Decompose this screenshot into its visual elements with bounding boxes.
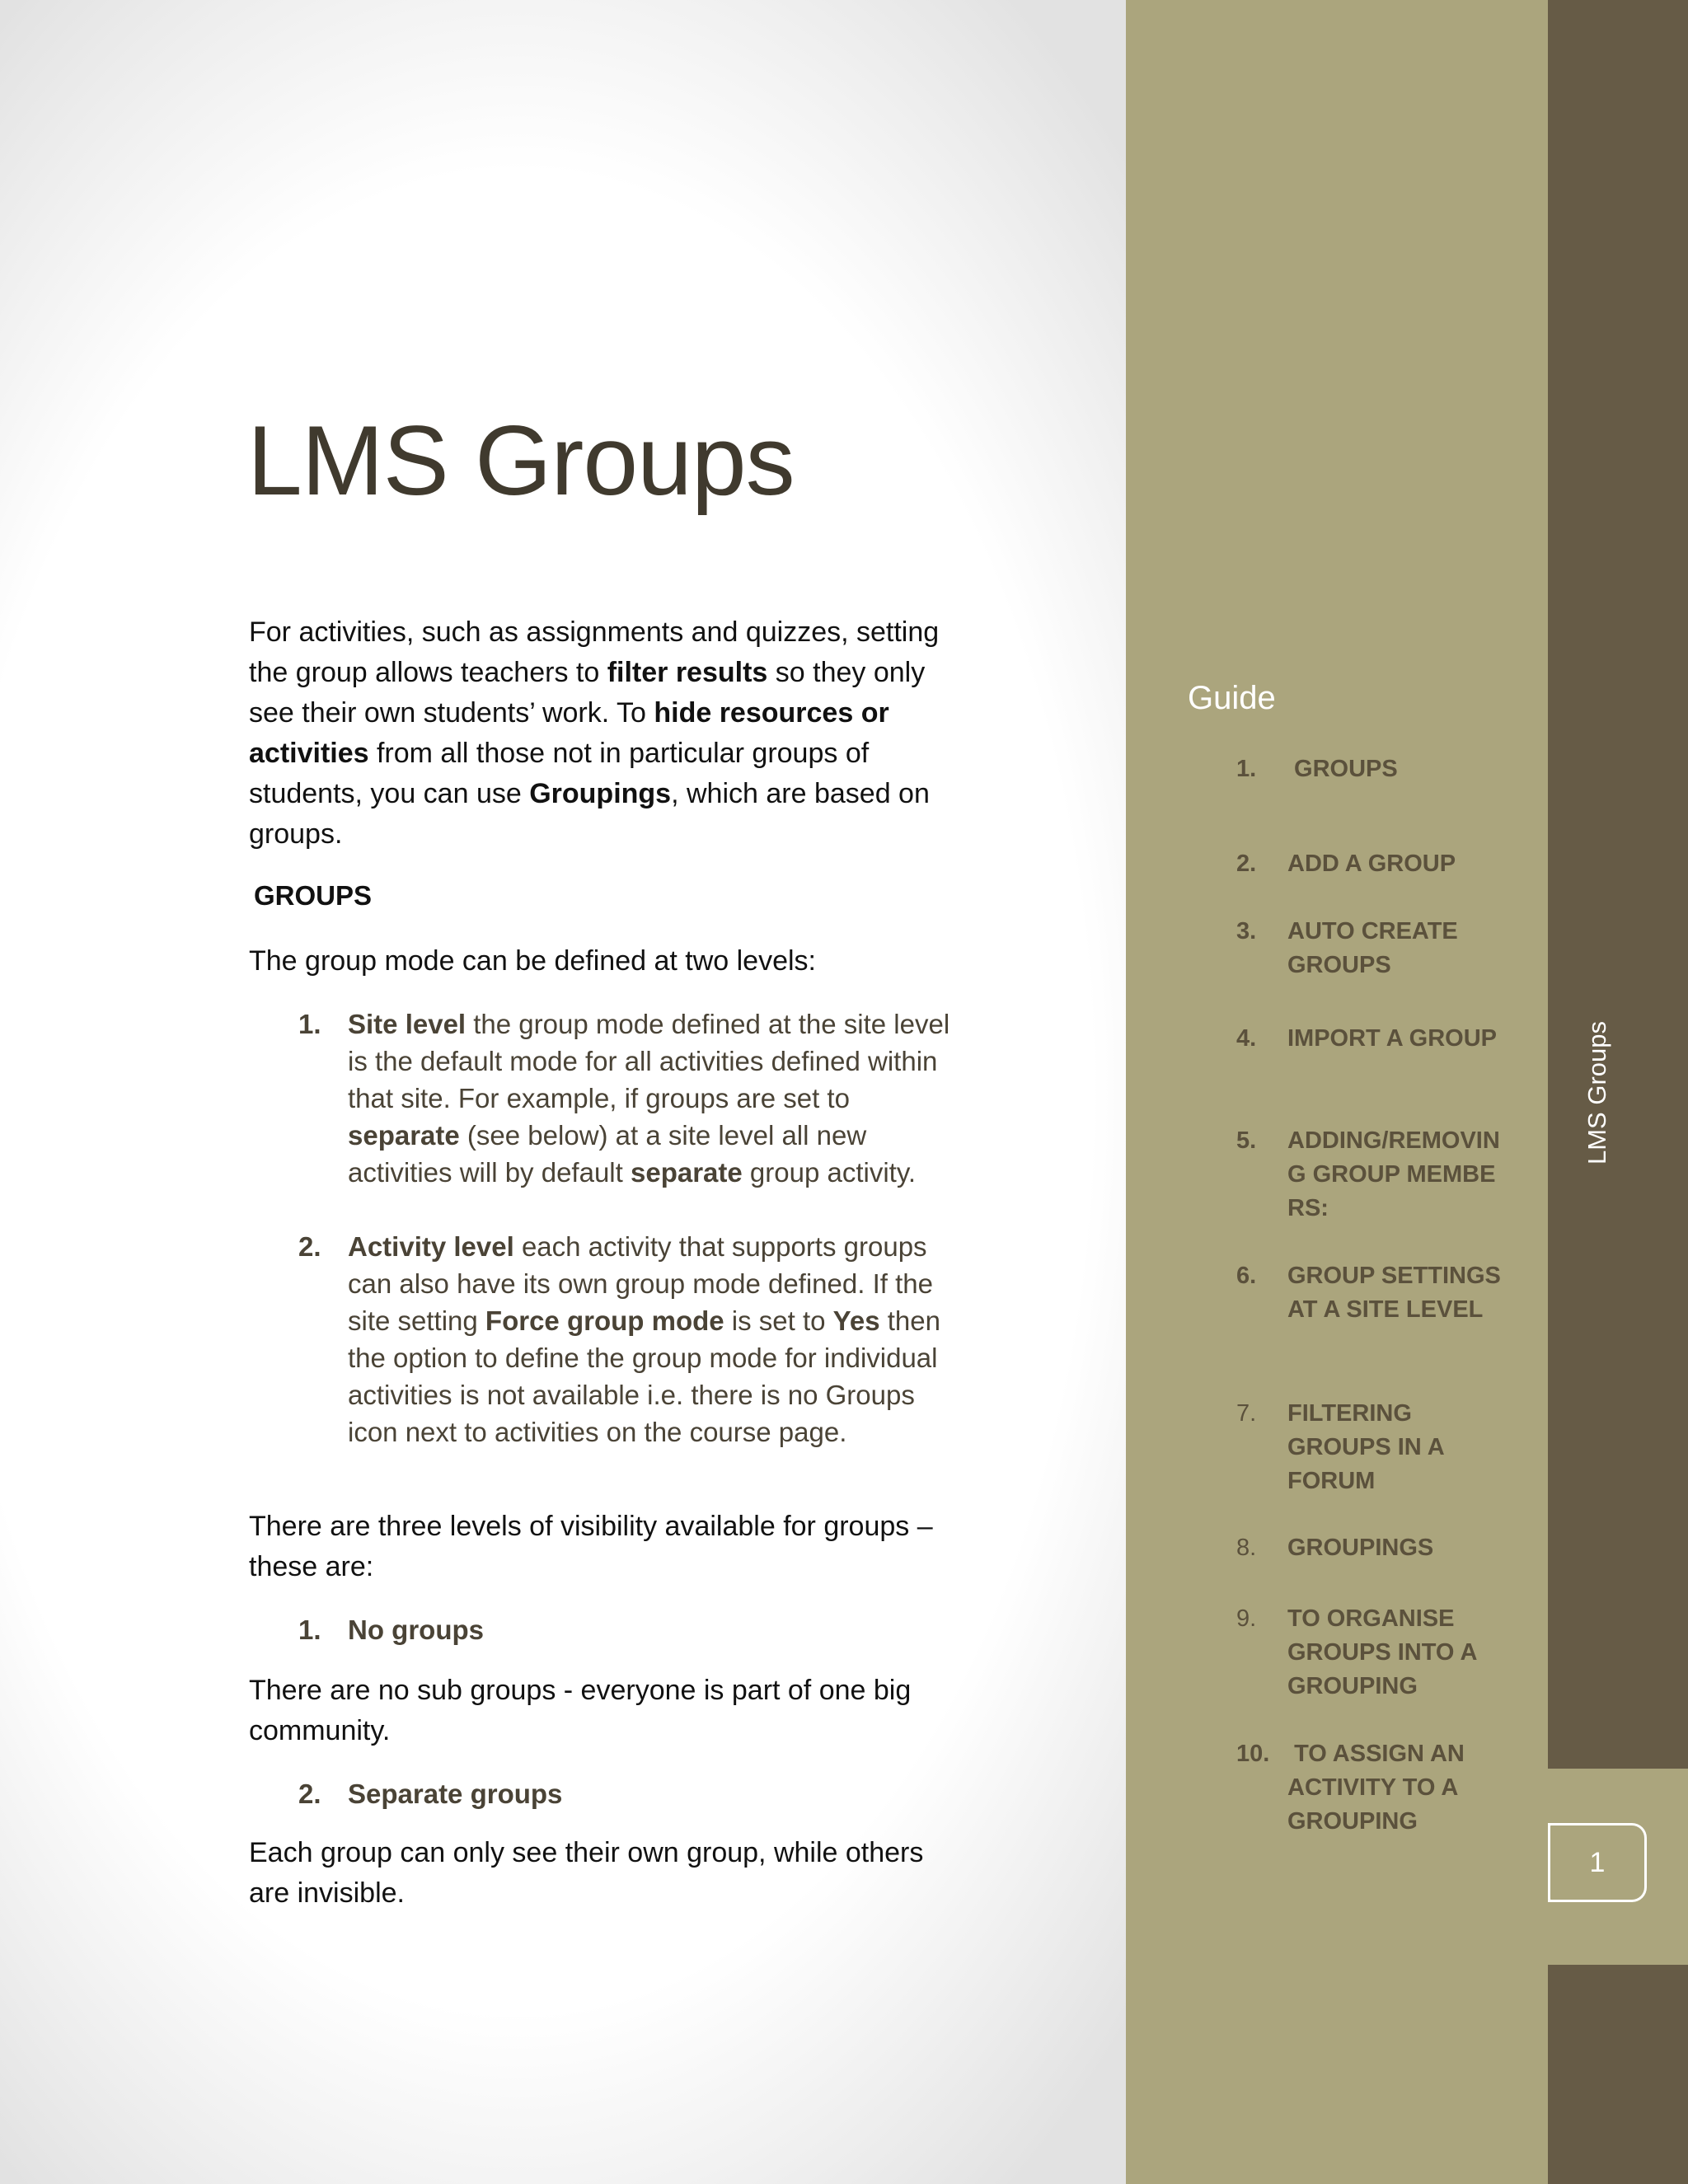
toc-number: 5. [1236, 1127, 1257, 1154]
visibility-label [348, 1775, 958, 1812]
intro-paragraph [249, 612, 958, 855]
guide-heading: Guide [1188, 680, 1276, 716]
spine-bar-bottom [1548, 1965, 1688, 2184]
level-text-2: (see below) at a site level all new activities will by default [348, 1120, 867, 1188]
toc-item-import-a-group[interactable] [1236, 1022, 1508, 1056]
level-label: Activity level [348, 1231, 514, 1262]
toc-number: 8. [1236, 1535, 1257, 1561]
level-item-site [298, 1005, 958, 1191]
level-text-1: each activity that supports groups can also have its own group mode defined. If the site setting [348, 1231, 933, 1336]
toc-number: 3. [1236, 918, 1257, 944]
page-number: 1 [1589, 1846, 1606, 1878]
visibility-intro: There are three levels of visibility available for groups – these are: [249, 1511, 933, 1582]
toc-number: 6. [1236, 1263, 1257, 1289]
level-bold-yes: Yes [832, 1305, 880, 1336]
level-label: Site level [348, 1009, 467, 1039]
visibility-description-no-groups: There are no sub groups - everyone is part of one big community. [249, 1675, 912, 1746]
level-text-3: then the option to define the group mode for individual activities is not available i.e. there is no Groups icon next to activities on the course page. [348, 1305, 940, 1447]
visibility-number: 1. [298, 1615, 321, 1645]
visibility-item-separate-groups [298, 1775, 958, 1812]
intro-text-2: so they only see their own students’ work. To [249, 657, 926, 729]
visibility-number: 2. [298, 1779, 321, 1809]
level-item-activity [298, 1228, 958, 1451]
visibility-label-text: Separate groups [348, 1779, 563, 1809]
toc-item-auto-create-groups[interactable] [1236, 915, 1508, 982]
toc-item-organise-groups[interactable] [1236, 1602, 1508, 1704]
levels-intro: The group mode can be defined at two levels: [249, 945, 816, 977]
level-bold-force-group-mode: Force group mode [485, 1305, 724, 1336]
document-title: LMS Groups [247, 405, 795, 516]
intro-text-1: For activities, such as assignments and quizzes, setting the group allows teachers to [249, 616, 940, 688]
toc-label: AUTO CREATE GROUPS [1287, 918, 1458, 978]
toc-number: 10. [1236, 1741, 1270, 1767]
toc-label: GROUPS [1287, 756, 1398, 782]
toc-number: 2. [1236, 851, 1257, 877]
level-body [348, 1005, 958, 1191]
level-text-1: the group mode defined at the site level is the default mode for all activities defined within that site. For example, if groups are set to [348, 1009, 950, 1113]
toc-number: 4. [1236, 1025, 1257, 1052]
toc-label: ADD A GROUP [1287, 851, 1456, 877]
intro-text-3: from all those not in particular groups of students, you can use [249, 738, 870, 809]
toc-label: FILTERING GROUPS IN A FORUM [1287, 1400, 1444, 1494]
toc-label: GROUPINGS [1287, 1535, 1434, 1561]
toc-item-groups[interactable] [1236, 752, 1508, 786]
toc-label: GROUP SETTINGS AT A SITE LEVEL [1287, 1263, 1501, 1323]
toc-label: TO ASSIGN AN ACTIVITY TO A GROUPING [1287, 1741, 1470, 1835]
intro-bold-groupings: Groupings [529, 778, 672, 809]
spine-bar-top [1548, 0, 1688, 1769]
groups-heading: GROUPS [254, 880, 373, 911]
spine-title: LMS Groups [1582, 1020, 1611, 1165]
toc-number: 9. [1236, 1605, 1257, 1632]
visibility-item-no-groups [298, 1611, 958, 1648]
level-text-3: group activity. [742, 1157, 917, 1188]
toc-item-adding-removing-members[interactable] [1236, 1124, 1508, 1226]
toc-item-groupings[interactable] [1236, 1531, 1508, 1565]
toc-label: ADDING/REMOVING GROUP MEMBERS: [1287, 1127, 1500, 1221]
visibility-label [348, 1611, 958, 1648]
visibility-description-separate-groups: Each group can only see their own group, while others are invisible. [249, 1837, 924, 1909]
level-number: 1. [298, 1009, 321, 1039]
intro-bold-filter-results: filter results [607, 657, 768, 688]
guide-sidebar [1126, 0, 1548, 2184]
intro-bold-hide-resources: hide resources or activities [249, 697, 889, 769]
level-text-2: is set to [724, 1305, 833, 1336]
toc-number: 1. [1236, 756, 1257, 782]
toc-item-assign-activity[interactable] [1236, 1737, 1508, 1839]
toc-number: 7. [1236, 1400, 1257, 1427]
toc-label: IMPORT A GROUP [1287, 1025, 1498, 1052]
toc-label: TO ORGANISE GROUPS INTO A GROUPING [1287, 1605, 1477, 1699]
level-number: 2. [298, 1231, 321, 1262]
level-bold-separate: separate [348, 1120, 460, 1151]
visibility-label-text: No groups [348, 1615, 484, 1645]
intro-text-4: , which are based on groups. [249, 778, 930, 850]
level-body [348, 1228, 958, 1451]
level-bold-separate-2: separate [630, 1157, 743, 1188]
toc-item-add-a-group[interactable] [1236, 847, 1508, 881]
toc-item-filtering-groups-forum[interactable] [1236, 1397, 1508, 1498]
toc-item-group-settings-site-level[interactable] [1236, 1259, 1508, 1327]
